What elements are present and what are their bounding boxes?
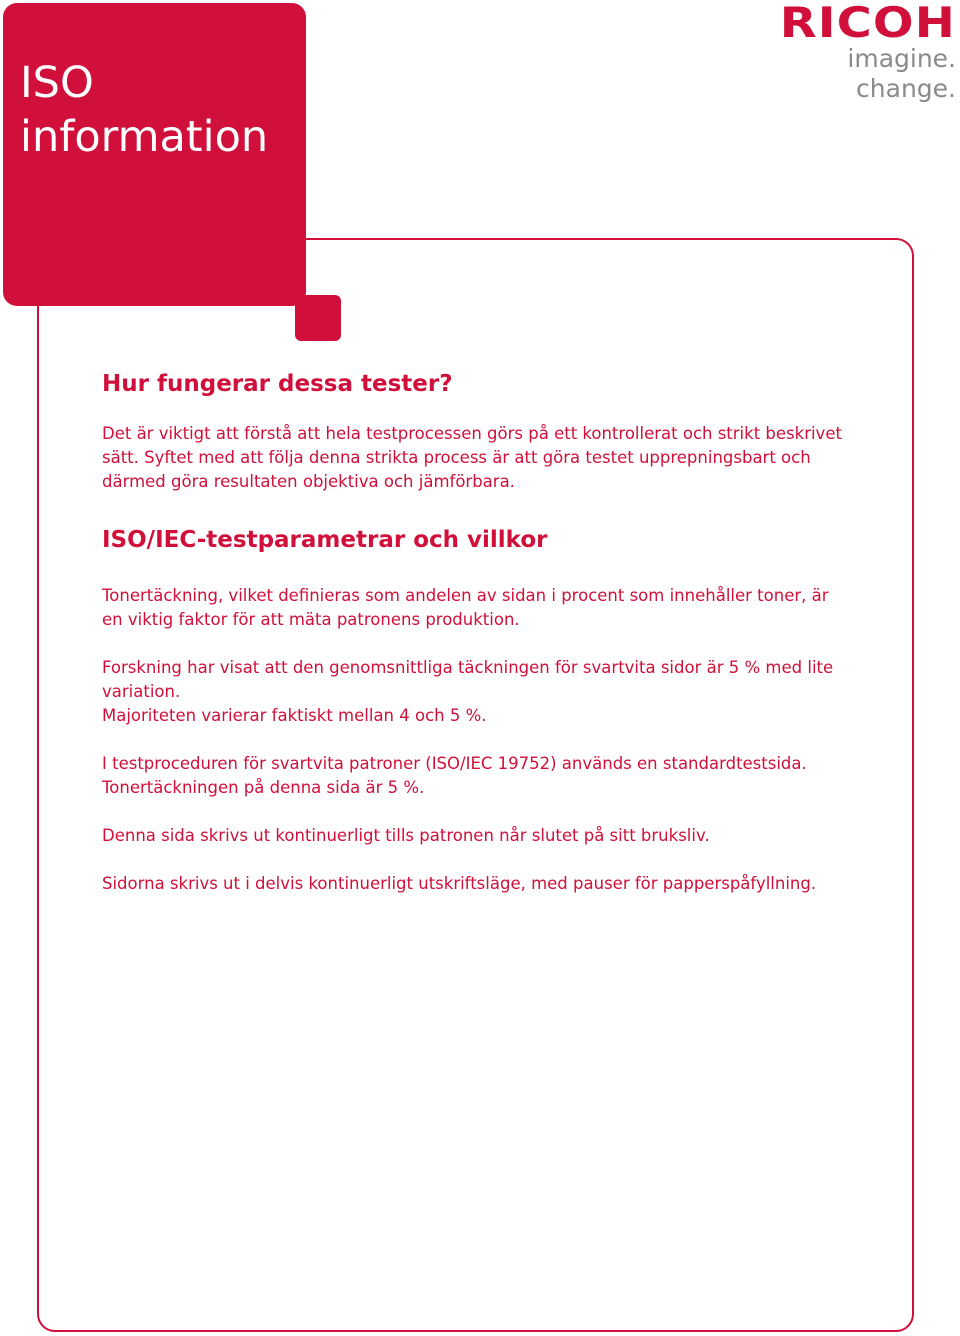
paragraph-test-procedure: I testproceduren för svartvita patroner (ISO/IEC 19752) används en standardtestsida.: [102, 754, 807, 773]
document-body: [102, 366, 842, 896]
section-heading-test-parameters: ISO/IEC-testparametrar och villkor: [102, 527, 548, 553]
paragraph-majority: Majoriteten varierar faktiskt mellan 4 och 5 %.: [102, 706, 487, 725]
page-title-line2: information: [20, 112, 269, 162]
page-title: [20, 56, 300, 164]
paragraph-continuous-print: Denna sida skrivs ut kontinuerligt tills patronen når slutet på sitt bruksliv.: [102, 826, 710, 845]
ricoh-logo: [740, 2, 956, 104]
paragraph-coverage-value: Tonertäckningen på denna sida är 5 %.: [102, 778, 425, 797]
paragraph-toner-coverage: Tonertäckning, vilket definieras som andelen av sidan i procent som innehåller toner, är en viktig faktor för att mäta patronens produktion.: [102, 586, 829, 629]
paragraph-research: Forskning har visat att den genomsnittliga täckningen för svartvita sidor är 5 % med lite variation.: [102, 658, 834, 701]
page-title-line1: ISO: [20, 58, 94, 108]
logo-tagline: imagine. change.: [847, 44, 956, 103]
paragraph-intro: Det är viktigt att förstå att hela testprocessen görs på ett kontrollerat och strikt beskrivet sätt. Syftet med att följa denna strikta process är att göra testet upprepningsbart och därmed göra resultaten objektiva och jämförbara.: [102, 424, 842, 491]
paragraph-print-mode: Sidorna skrivs ut i delvis kontinuerligt utskriftsläge, med pauser för papperspåfyllning.: [102, 874, 817, 893]
section-heading-how-tests-work: Hur fungerar dessa tester?: [102, 371, 453, 397]
logo-brand: RICOH: [779, 0, 956, 47]
decorative-square: [295, 295, 341, 341]
